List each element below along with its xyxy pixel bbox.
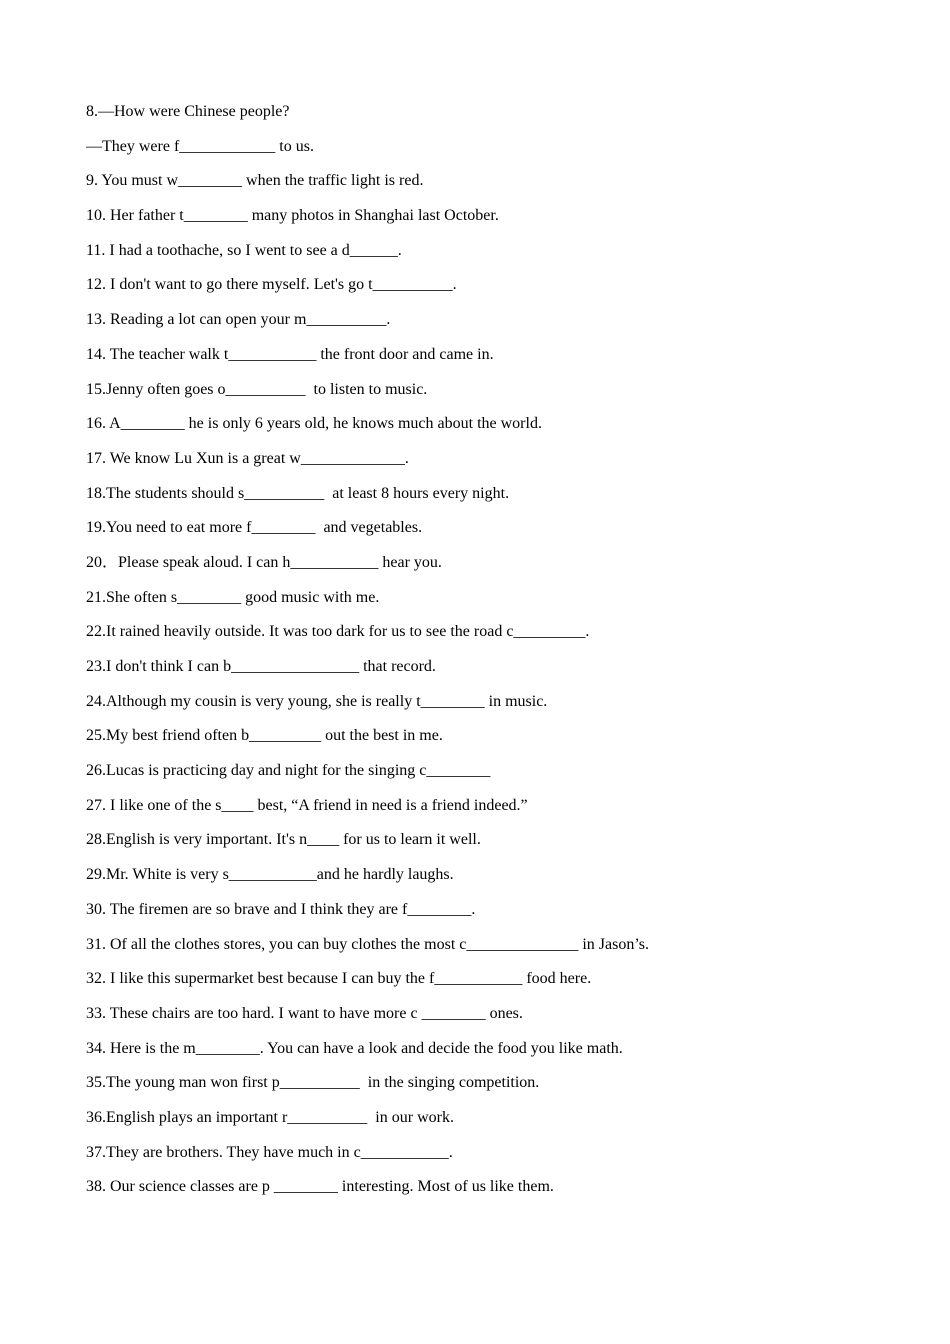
exercise-line-29: 29.Mr. White is very s___________and he hardly laughs. bbox=[86, 866, 454, 884]
exercise-line-18: 18.The students should s__________ at least 8 hours every night. bbox=[86, 484, 510, 502]
exercise-line-12: 12. I don't want to go there myself. Let's go t__________. bbox=[86, 276, 457, 294]
exercise-line-16: 16. A________ he is only 6 years old, he knows much about the world. bbox=[86, 415, 542, 433]
exercise-line-38: 38. Our science classes are p ________ interesting. Most of us like them. bbox=[86, 1178, 554, 1196]
exercise-line-35: 35.The young man won first p__________ in the singing competition. bbox=[86, 1074, 540, 1092]
exercise-line-27: 27. I like one of the s____ best, “A friend in need is a friend indeed.” bbox=[86, 796, 528, 814]
exercise-line-37: 37.They are brothers. They have much in c___________. bbox=[86, 1143, 453, 1161]
exercise-line-25: 25.My best friend often b_________ out the best in me. bbox=[86, 727, 443, 745]
exercise-line-14: 14. The teacher walk t___________ the front door and came in. bbox=[86, 345, 494, 363]
exercise-line-34: 34. Here is the m________. You can have a look and decide the food you like math. bbox=[86, 1039, 623, 1057]
exercise-line-20: 20．Please speak aloud. I can h___________ hear you. bbox=[86, 553, 442, 571]
exercise-line-9: 9. You must w________ when the traffic light is red. bbox=[86, 172, 424, 190]
exercise-line-13: 13. Reading a lot can open your m__________. bbox=[86, 311, 391, 329]
exercise-line-15: 15.Jenny often goes o__________ to listen to music. bbox=[86, 380, 428, 398]
exercise-line-28: 28.English is very important. It's n____ for us to learn it well. bbox=[86, 831, 481, 849]
exercise-line-8-question: 8.—How were Chinese people? bbox=[86, 103, 290, 120]
exercise-line-33: 33. These chairs are too hard. I want to have more c ________ ones. bbox=[86, 1004, 523, 1022]
exercise-line-22: 22.It rained heavily outside. It was too dark for us to see the road c_________. bbox=[86, 623, 590, 641]
exercise-list bbox=[86, 100, 906, 1210]
exercise-line-24: 24.Although my cousin is very young, she is really t________ in music. bbox=[86, 692, 548, 710]
exercise-line-17: 17. We know Lu Xun is a great w_____________. bbox=[86, 449, 409, 467]
exercise-line-30: 30. The firemen are so brave and I think they are f________. bbox=[86, 900, 476, 918]
exercise-line-19: 19.You need to eat more f________ and vegetables. bbox=[86, 519, 423, 537]
exercise-line-32: 32. I like this supermarket best because I can buy the f___________ food here. bbox=[86, 970, 592, 988]
exercise-line-21: 21.She often s________ good music with me. bbox=[86, 588, 380, 606]
exercise-line-11: 11. I had a toothache, so I went to see a d______. bbox=[86, 241, 402, 259]
exercise-line-36: 36.English plays an important r__________ in our work. bbox=[86, 1108, 454, 1126]
exercise-line-23: 23.I don't think I can b________________ that record. bbox=[86, 658, 436, 675]
exercise-line-8-answer: —They were f____________ to us. bbox=[86, 137, 314, 155]
exercise-line-10: 10. Her father t________ many photos in Shanghai last October. bbox=[86, 207, 499, 225]
exercise-line-26: 26.Lucas is practicing day and night for the singing c________ bbox=[86, 762, 491, 780]
exercise-line-31: 31. Of all the clothes stores, you can buy clothes the most c______________ in Jason’s. bbox=[86, 935, 650, 953]
